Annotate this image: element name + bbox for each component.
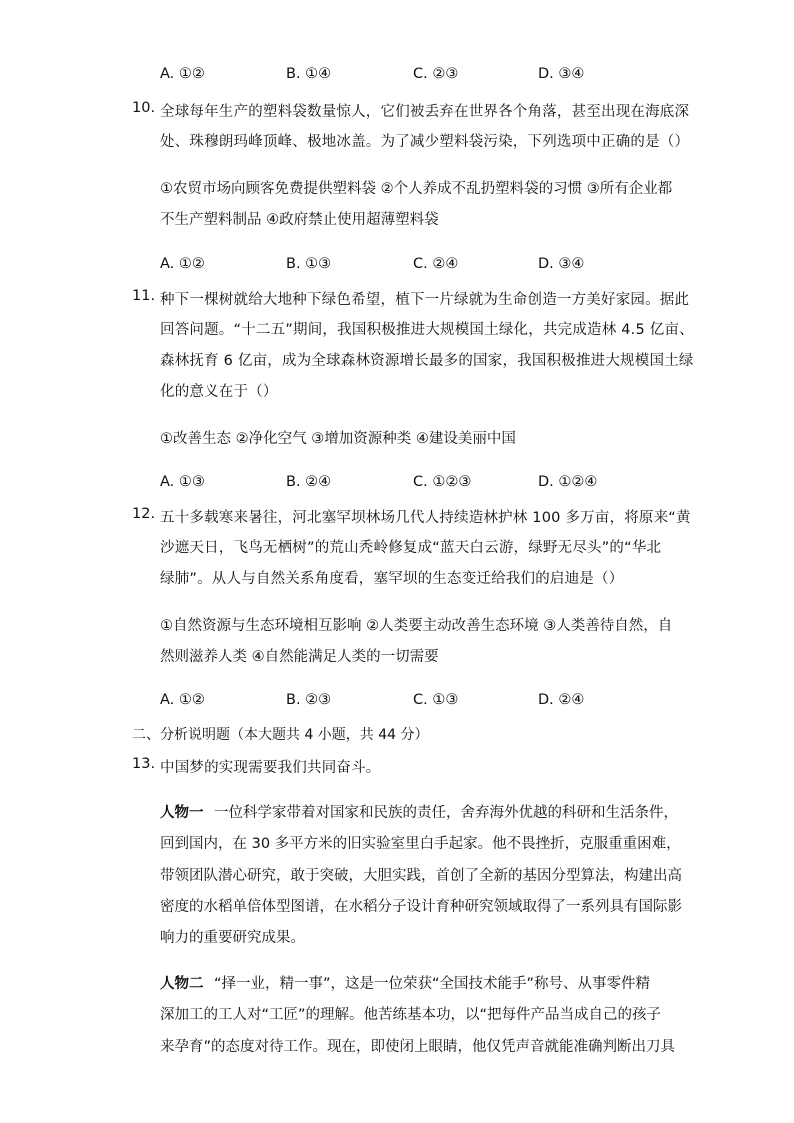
question-number: 13. <box>132 756 156 772</box>
material-line: 深加工的工人对“工匠”的理解。他苦练基本功，以“把每件产品当成自己的孩子 <box>160 1007 662 1023</box>
question-stem-line: 全球每年生产的塑料袋数量惊人，它们被丢弃在世界各个角落，甚至出现在海底深 <box>160 104 690 120</box>
option-d: D. ③④ <box>538 66 585 82</box>
question-choices-line: ①自然资源与生态环境相互影响 ②人类要主动改善生态环境 ③人类善待自然，自 <box>160 618 673 634</box>
material-line: 一位科学家带着对国家和民族的责任，舍弃海外优越的科研和生活条件， <box>214 805 678 821</box>
question-stem-line: 回答问题。“十二五”期间，我国积极推进大规模国土绿化，共完成造林 4.5 亿亩、 <box>160 322 694 338</box>
option-c: C. ①②③ <box>413 474 472 490</box>
question-choices-line: 不生产塑料制品 ④政府禁止使用超薄塑料袋 <box>160 212 439 228</box>
option-d: D. ③④ <box>538 256 585 272</box>
person-one-label: 人物一 <box>160 805 204 821</box>
question-choices-line: ①农贸市场向顾客免费提供塑料袋 ②个人养成不乱扔塑料袋的习惯 ③所有企业都 <box>160 181 673 197</box>
option-a: A. ①③ <box>160 474 205 490</box>
option-c: C. ①③ <box>413 692 459 708</box>
question-stem-line: 处、珠穆朗玛峰顶峰、极地冰盖。为了减少塑料袋污染，下列选项中正确的是（） <box>160 134 690 150</box>
material-line: 带领团队潜心研究，敢于突破，大胆实践，首创了全新的基因分型算法，构建出高 <box>160 868 682 884</box>
question-number: 10. <box>132 100 156 116</box>
option-d: D. ①②④ <box>538 474 598 490</box>
option-c: C. ②④ <box>413 256 459 272</box>
question-choices-line: 然则滋养人类 ④自然能满足人类的一切需要 <box>160 649 439 665</box>
option-b: B. ①④ <box>286 66 332 82</box>
question-stem-line: 森林抚育 6 亿亩，成为全球森林资源增长最多的国家，我国积极推进大规模国土绿 <box>160 353 694 369</box>
material-line: “择一业，精一事”，这是一位荣获“全国技术能手”称号、从事零件精 <box>214 976 651 992</box>
question-number: 11. <box>132 288 156 304</box>
option-d: D. ②④ <box>538 692 585 708</box>
material-line: 密度的水稻单倍体型图谱，在水稻分子设计育种研究领域取得了一系列具有国际影 <box>160 899 682 915</box>
question-choices-line: ①改善生态 ②净化空气 ③增加资源种类 ④建设美丽中国 <box>160 431 516 447</box>
material-line: 回到国内，在 30 多平方米的旧实验室里白手起家。他不畏挫折，克服重重困难， <box>160 836 681 852</box>
option-b: B. ②④ <box>286 474 332 490</box>
question-stem-line: 五十多载寒来暑往，河北塞罕坝林场几代人持续造林护林 100 多万亩，将原来“黄 <box>160 510 691 526</box>
question-stem-line: 沙遮天日，飞鸟无栖树”的荒山秃岭修复成“蓝天白云游，绿野无尽头”的“华北 <box>160 540 662 556</box>
section-heading: 二、分析说明题（本大题共 4 小题，共 44 分） <box>132 727 429 743</box>
option-c: C. ②③ <box>413 66 459 82</box>
option-a: A. ①② <box>160 66 205 82</box>
question-number: 12. <box>132 506 156 522</box>
material-line: 响力的重要研究成果。 <box>160 930 305 946</box>
option-a: A. ①② <box>160 692 205 708</box>
option-a: A. ①② <box>160 256 205 272</box>
question-stem-line: 中国梦的实现需要我们共同奋斗。 <box>160 760 381 776</box>
question-stem-line: 绿肺”。从人与自然关系角度看，塞罕坝的生态变迁给我们的启迪是（） <box>160 571 624 587</box>
question-stem-line: 种下一棵树就给大地种下绿色希望，植下一片绿就为生命创造一方美好家园。据此 <box>160 292 690 308</box>
person-two-label: 人物二 <box>160 976 204 992</box>
material-line: 来孕育”的态度对待工作。现在，即使闭上眼睛，他仅凭声音就能准确判断出刀具 <box>160 1039 676 1055</box>
option-b: B. ①③ <box>286 256 332 272</box>
option-b: B. ②③ <box>286 692 332 708</box>
question-stem-line: 化的意义在于（） <box>160 384 278 400</box>
